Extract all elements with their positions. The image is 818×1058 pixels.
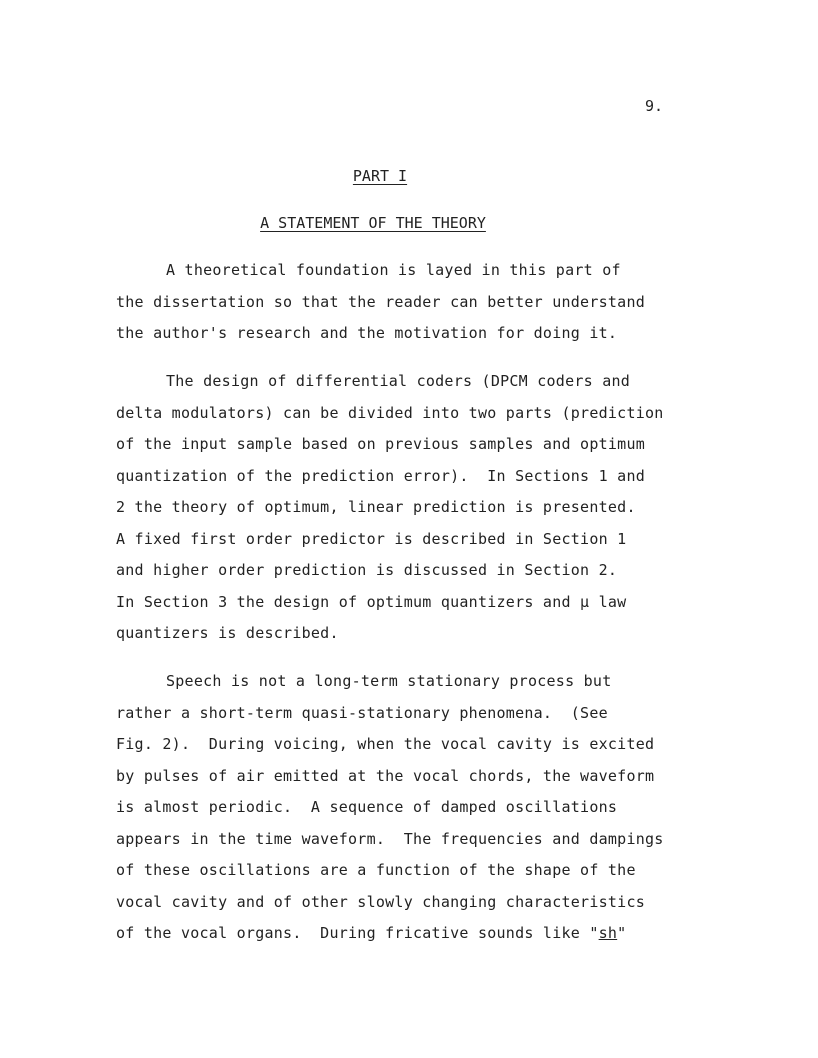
underlined-text: sh <box>598 924 618 942</box>
text-line: Fig. 2). During voicing, when the vocal cavity is excited <box>116 735 655 753</box>
paragraph-3 <box>116 666 716 950</box>
text-line: rather a short-term quasi-stationary phenomena. (See <box>116 703 608 722</box>
text-line: by pulses of air emitted at the vocal chords, the waveform <box>116 766 655 785</box>
text-line: of the input sample based on previous samples and optimum <box>116 435 646 453</box>
section-title: A STATEMENT OF THE THEORY <box>260 214 486 232</box>
text-fragment: " <box>617 924 627 942</box>
part-title: PART I <box>352 167 408 185</box>
text-line: 2 the theory of optimum, linear prediction is presented. <box>116 498 636 516</box>
text-line: quantization of the prediction error). In Sections 1 and <box>116 466 646 485</box>
text-fragment: of the vocal organs. During fricative sounds like " <box>116 924 599 942</box>
text-line: quantizers is described. <box>116 624 339 642</box>
text-line: the author's research and the motivation for doing it. <box>116 324 618 342</box>
text-line: Speech is not a long-term stationary process but <box>166 672 612 690</box>
text-line-last <box>116 918 716 950</box>
text-line: A theoretical foundation is layed in this part of <box>166 261 621 279</box>
text-line: appears in the time waveform. The frequencies and dampings <box>116 829 664 848</box>
paragraph-2 <box>116 366 716 650</box>
text-line: vocal cavity and of other slowly changing characteristics <box>116 892 646 911</box>
text-line: the dissertation so that the reader can better understand <box>116 292 646 311</box>
text-line: delta modulators) can be divided into two parts (prediction <box>116 403 664 422</box>
page-number: 9. <box>645 97 664 115</box>
text-line: is almost periodic. A sequence of damped oscillations <box>116 798 618 816</box>
text-line: and higher order prediction is discussed in Section 2. <box>116 561 618 579</box>
text-line: In Section 3 the design of optimum quantizers and μ law <box>116 592 627 611</box>
text-line: of these oscillations are a function of the shape of the <box>116 861 636 879</box>
text-line: The design of differential coders (DPCM coders and <box>166 372 631 390</box>
paragraph-1 <box>116 255 716 350</box>
text-line: A fixed first order predictor is described in Section 1 <box>116 529 627 548</box>
